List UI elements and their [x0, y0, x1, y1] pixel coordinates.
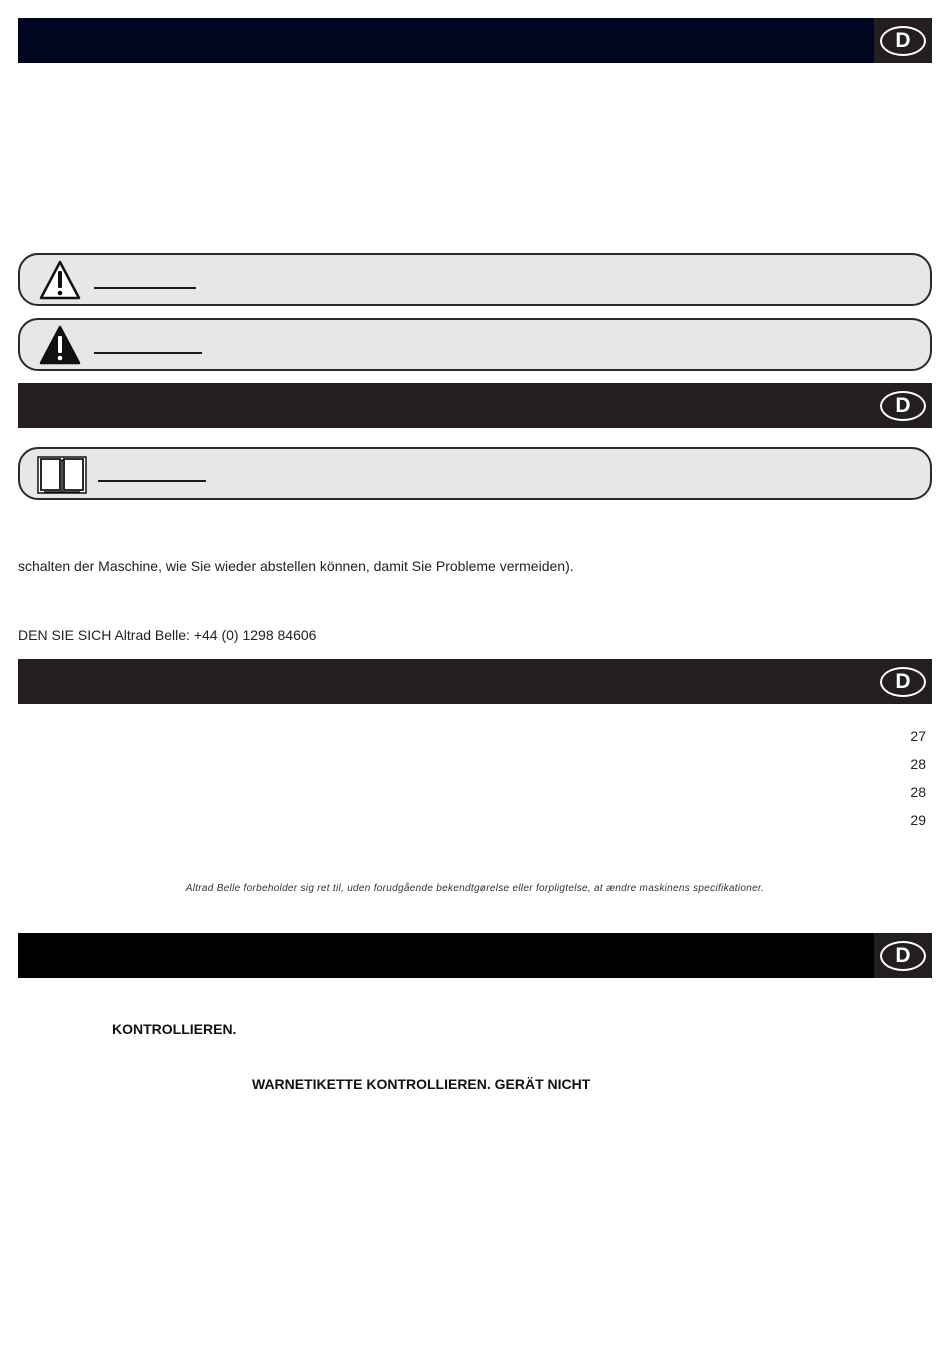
notice-title-rule: [98, 480, 206, 482]
language-badge-3: [874, 659, 932, 704]
body-text-line: schalten der Maschine, wie Sie wieder abstellen können, damit Sie Probleme vermeiden).: [18, 558, 574, 574]
warning-notice-box: [18, 253, 932, 306]
warning-outline-icon: [38, 259, 82, 301]
language-badge-label: D: [880, 667, 926, 697]
danger-notice-box: [18, 318, 932, 371]
warning-filled-icon: [38, 324, 82, 366]
manual-book-icon: [36, 453, 88, 495]
language-badge-2: [874, 383, 932, 428]
manual-notice-box: [18, 447, 932, 500]
contact-text-line: DEN SIE SICH Altrad Belle: +44 (0) 1298 84606: [18, 627, 317, 643]
notice-title-rule: [94, 352, 202, 354]
disclaimer-text: Altrad Belle forbeholder sig ret til, uden forudgående bekendtgørelse eller forpligtelse, at ændre maskinens specifikationer.: [185, 883, 765, 894]
section-header-bar-4: [18, 933, 932, 978]
toc-page-number: 28: [910, 756, 926, 772]
section-header-bar-2: [18, 383, 932, 428]
language-badge-label: D: [880, 941, 926, 971]
toc-page-number: 27: [910, 728, 926, 744]
section-header-bar-1: [18, 18, 932, 63]
toc-page-number: 28: [910, 784, 926, 800]
language-badge-4: [874, 933, 932, 978]
toc-page-number: 29: [910, 812, 926, 828]
language-badge-label: D: [880, 391, 926, 421]
language-badge-label: D: [880, 26, 926, 56]
section-header-bar-3: [18, 659, 932, 704]
warning-text-line: KONTROLLIEREN.: [112, 1021, 237, 1037]
language-badge-1: [874, 18, 932, 63]
notice-title-rule: [94, 287, 196, 289]
warning-text-line: WARNETIKETTE KONTROLLIEREN. GERÄT NICHT: [252, 1076, 591, 1092]
